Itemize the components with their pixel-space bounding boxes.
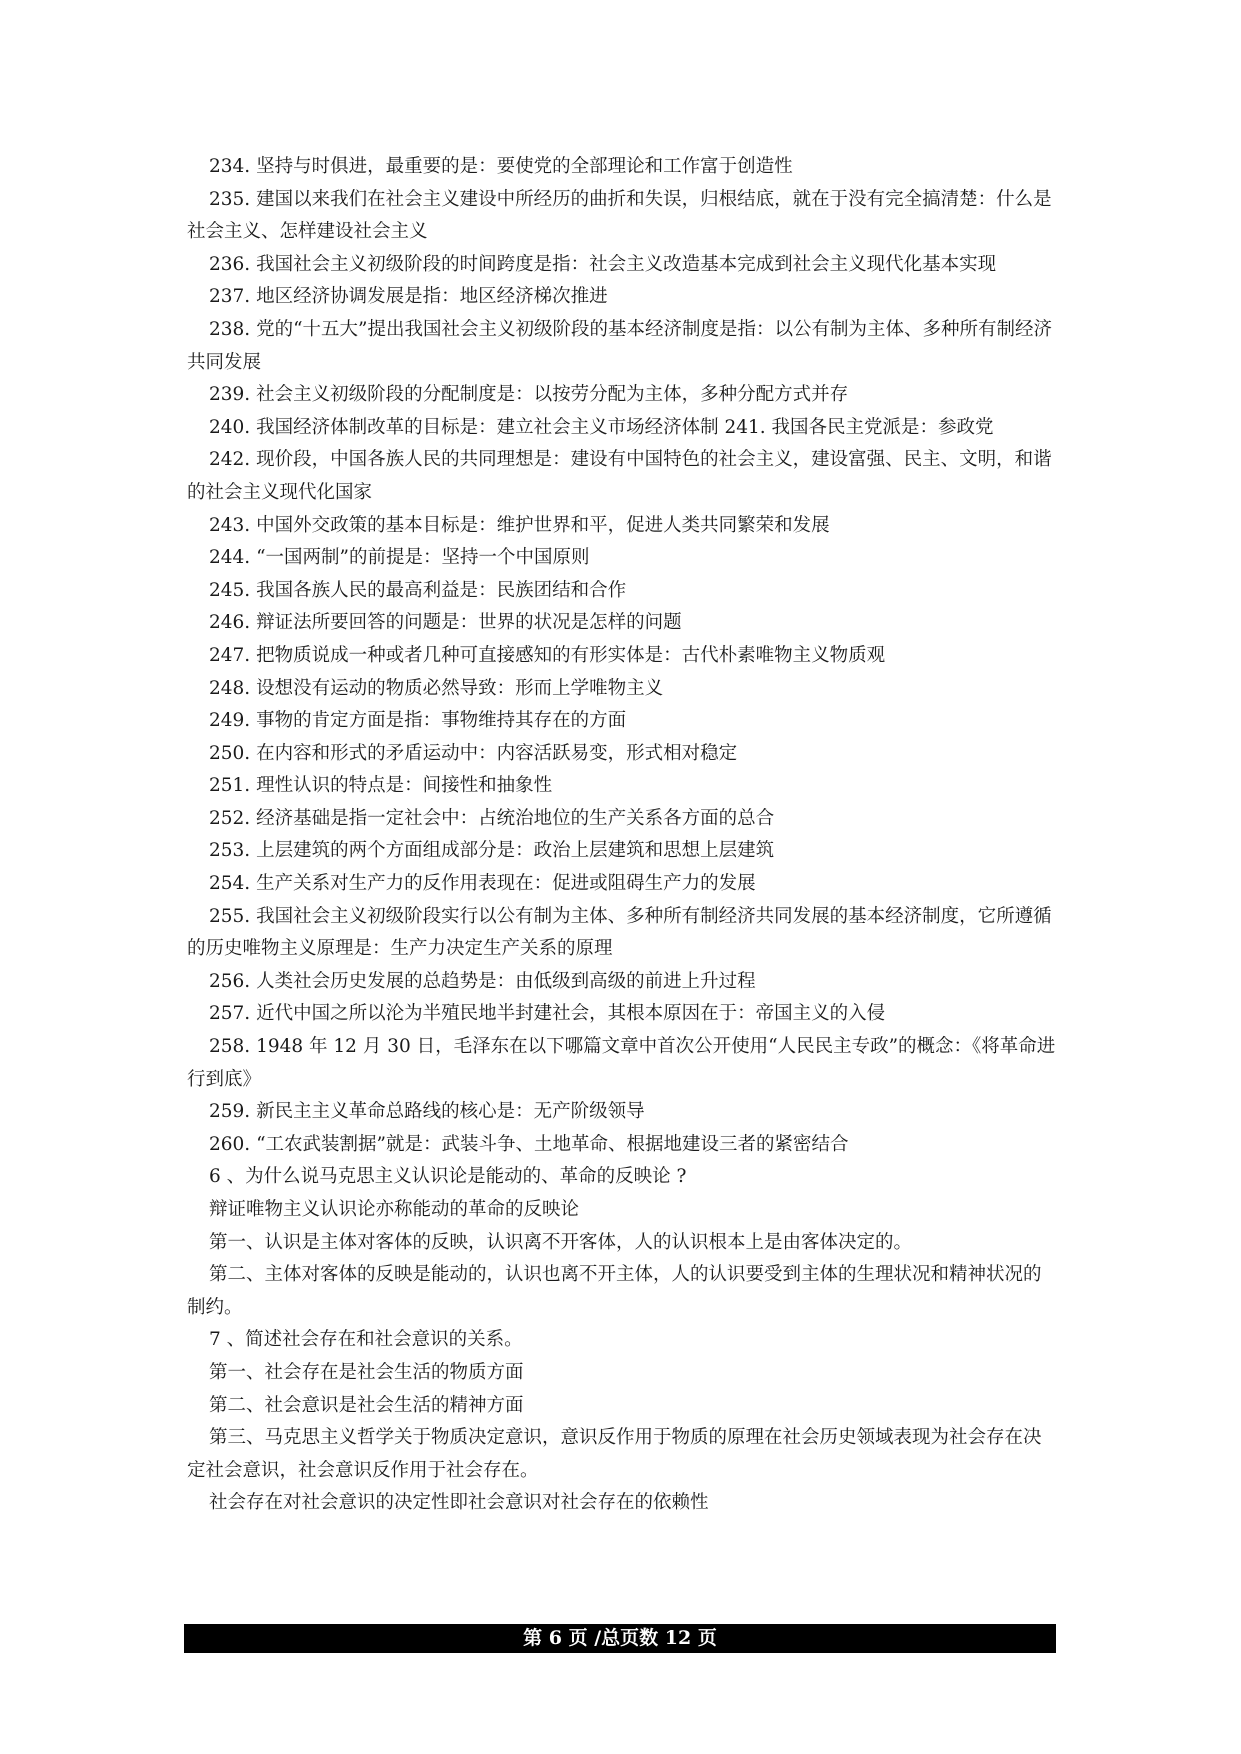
paragraph: 243. 中国外交政策的基本目标是：维护世界和平，促进人类共同繁荣和发展 [209,514,830,536]
page-number: 第 6 页 /总页数 12 页 [523,1627,717,1649]
paragraph: 251. 理性认识的特点是：间接性和抽象性 [209,775,553,797]
paragraph: 第一、认识是主体对客体的反映，认识离不开客体，人的认识根本上是由客体决定的。 [209,1231,913,1253]
paragraph: 242. 现价段，中国各族人民的共同理想是：建设有中国特色的社会主义，建设富强、民主、文明，和谐的社会主义现代化国家 [187,449,1052,503]
paragraph: 第三、马克思主义哲学关于物质决定意识，意识反作用于物质的原理在社会历史领域表现为社会存在决定社会意识，社会意识反作用于社会存在。 [187,1427,1042,1481]
paragraph: 第二、主体对客体的反映是能动的，认识也离不开主体，人的认识要受到主体的生理状况和精神状况的制约。 [187,1264,1042,1318]
paragraph: 237. 地区经济协调发展是指：地区经济梯次推进 [209,286,608,308]
paragraph: 257. 近代中国之所以沦为半殖民地半封建社会，其根本原因在于：帝国主义的入侵 [209,1003,886,1025]
paragraph: 255. 我国社会主义初级阶段实行以公有制为主体、多种所有制经济共同发展的基本经济制度，它所遵循的历史唯物主义原理是：生产力决定生产关系的原理 [187,905,1052,960]
paragraph: 239. 社会主义初级阶段的分配制度是：以按劳分配为主体，多种分配方式并存 [209,384,849,406]
paragraph: 250. 在内容和形式的矛盾运动中：内容活跃易变，形式相对稳定 [209,742,738,764]
paragraph: 258. 1948 年 12 月 30 日，毛泽东在以下哪篇文章中首次公开使用“人民民主专政”的概念：《将革命进行到底》 [187,1036,1056,1090]
paragraph: 244. “一国两制”的前提是：坚持一个中国原则 [209,547,590,569]
paragraph: 辩证唯物主义认识论亦称能动的革命的反映论 [209,1199,580,1220]
paragraph: 245. 我国各族人民的最高利益是：民族团结和合作 [209,579,627,601]
paragraph: 254. 生产关系对生产力的反作用表现在：促进或阻碍生产力的发展 [209,873,756,895]
paragraph: 247. 把物质说成一种或者几种可直接感知的有形实体是：古代朴素唯物主义物质观 [209,644,886,666]
paragraph: 246. 辩证法所要回答的问题是：世界的状况是怎样的问题 [209,612,682,634]
paragraph: 240. 我国经济体制改革的目标是：建立社会主义市场经济体制 241. 我国各民主党派是：参政党 [209,416,994,438]
paragraph: 236. 我国社会主义初级阶段的时间跨度是指：社会主义改造基本完成到社会主义现代化基本实现 [209,253,997,275]
page-footer [184,1624,1056,1653]
paragraph: 235. 建国以来我们在社会主义建设中所经历的曲折和失误，归根结底，就在于没有完全搞清楚：什么是社会主义、怎样建设社会主义 [187,188,1052,243]
paragraph: 260. “工农武装割据”就是：武装斗争、土地革命、根据地建设三者的紧密结合 [209,1133,849,1155]
question-heading: 6 、为什么说马克思主义认识论是能动的、革命的反映论 ? [209,1166,687,1188]
question-heading: 7 、简述社会存在和社会意识的关系。 [209,1329,523,1351]
paragraph: 253. 上层建筑的两个方面组成部分是：政治上层建筑和思想上层建筑 [209,840,775,862]
paragraph: 238. 党的“十五大”提出我国社会主义初级阶段的基本经济制度是指：以公有制为主体、多种所有制经济共同发展 [187,318,1052,373]
document-body [187,151,1059,1520]
paragraph: 234. 坚持与时俱进，最重要的是：要使党的全部理论和工作富于创造性 [209,156,793,177]
paragraph: 256. 人类社会历史发展的总趋势是：由低级到高级的前进上升过程 [209,970,756,992]
paragraph: 259. 新民主主义革命总路线的核心是：无产阶级领导 [209,1101,645,1123]
paragraph: 社会存在对社会意识的决定性即社会意识对社会存在的依赖性 [209,1492,709,1514]
paragraph: 252. 经济基础是指一定社会中：占统治地位的生产关系各方面的总合 [209,807,775,829]
paragraph: 第一、社会存在是社会生活的物质方面 [209,1361,524,1383]
paragraph: 第二、社会意识是社会生活的精神方面 [209,1394,524,1416]
paragraph: 249. 事物的肯定方面是指：事物维持其存在的方面 [209,710,627,732]
paragraph: 248. 设想没有运动的物质必然导致：形而上学唯物主义 [209,677,664,699]
